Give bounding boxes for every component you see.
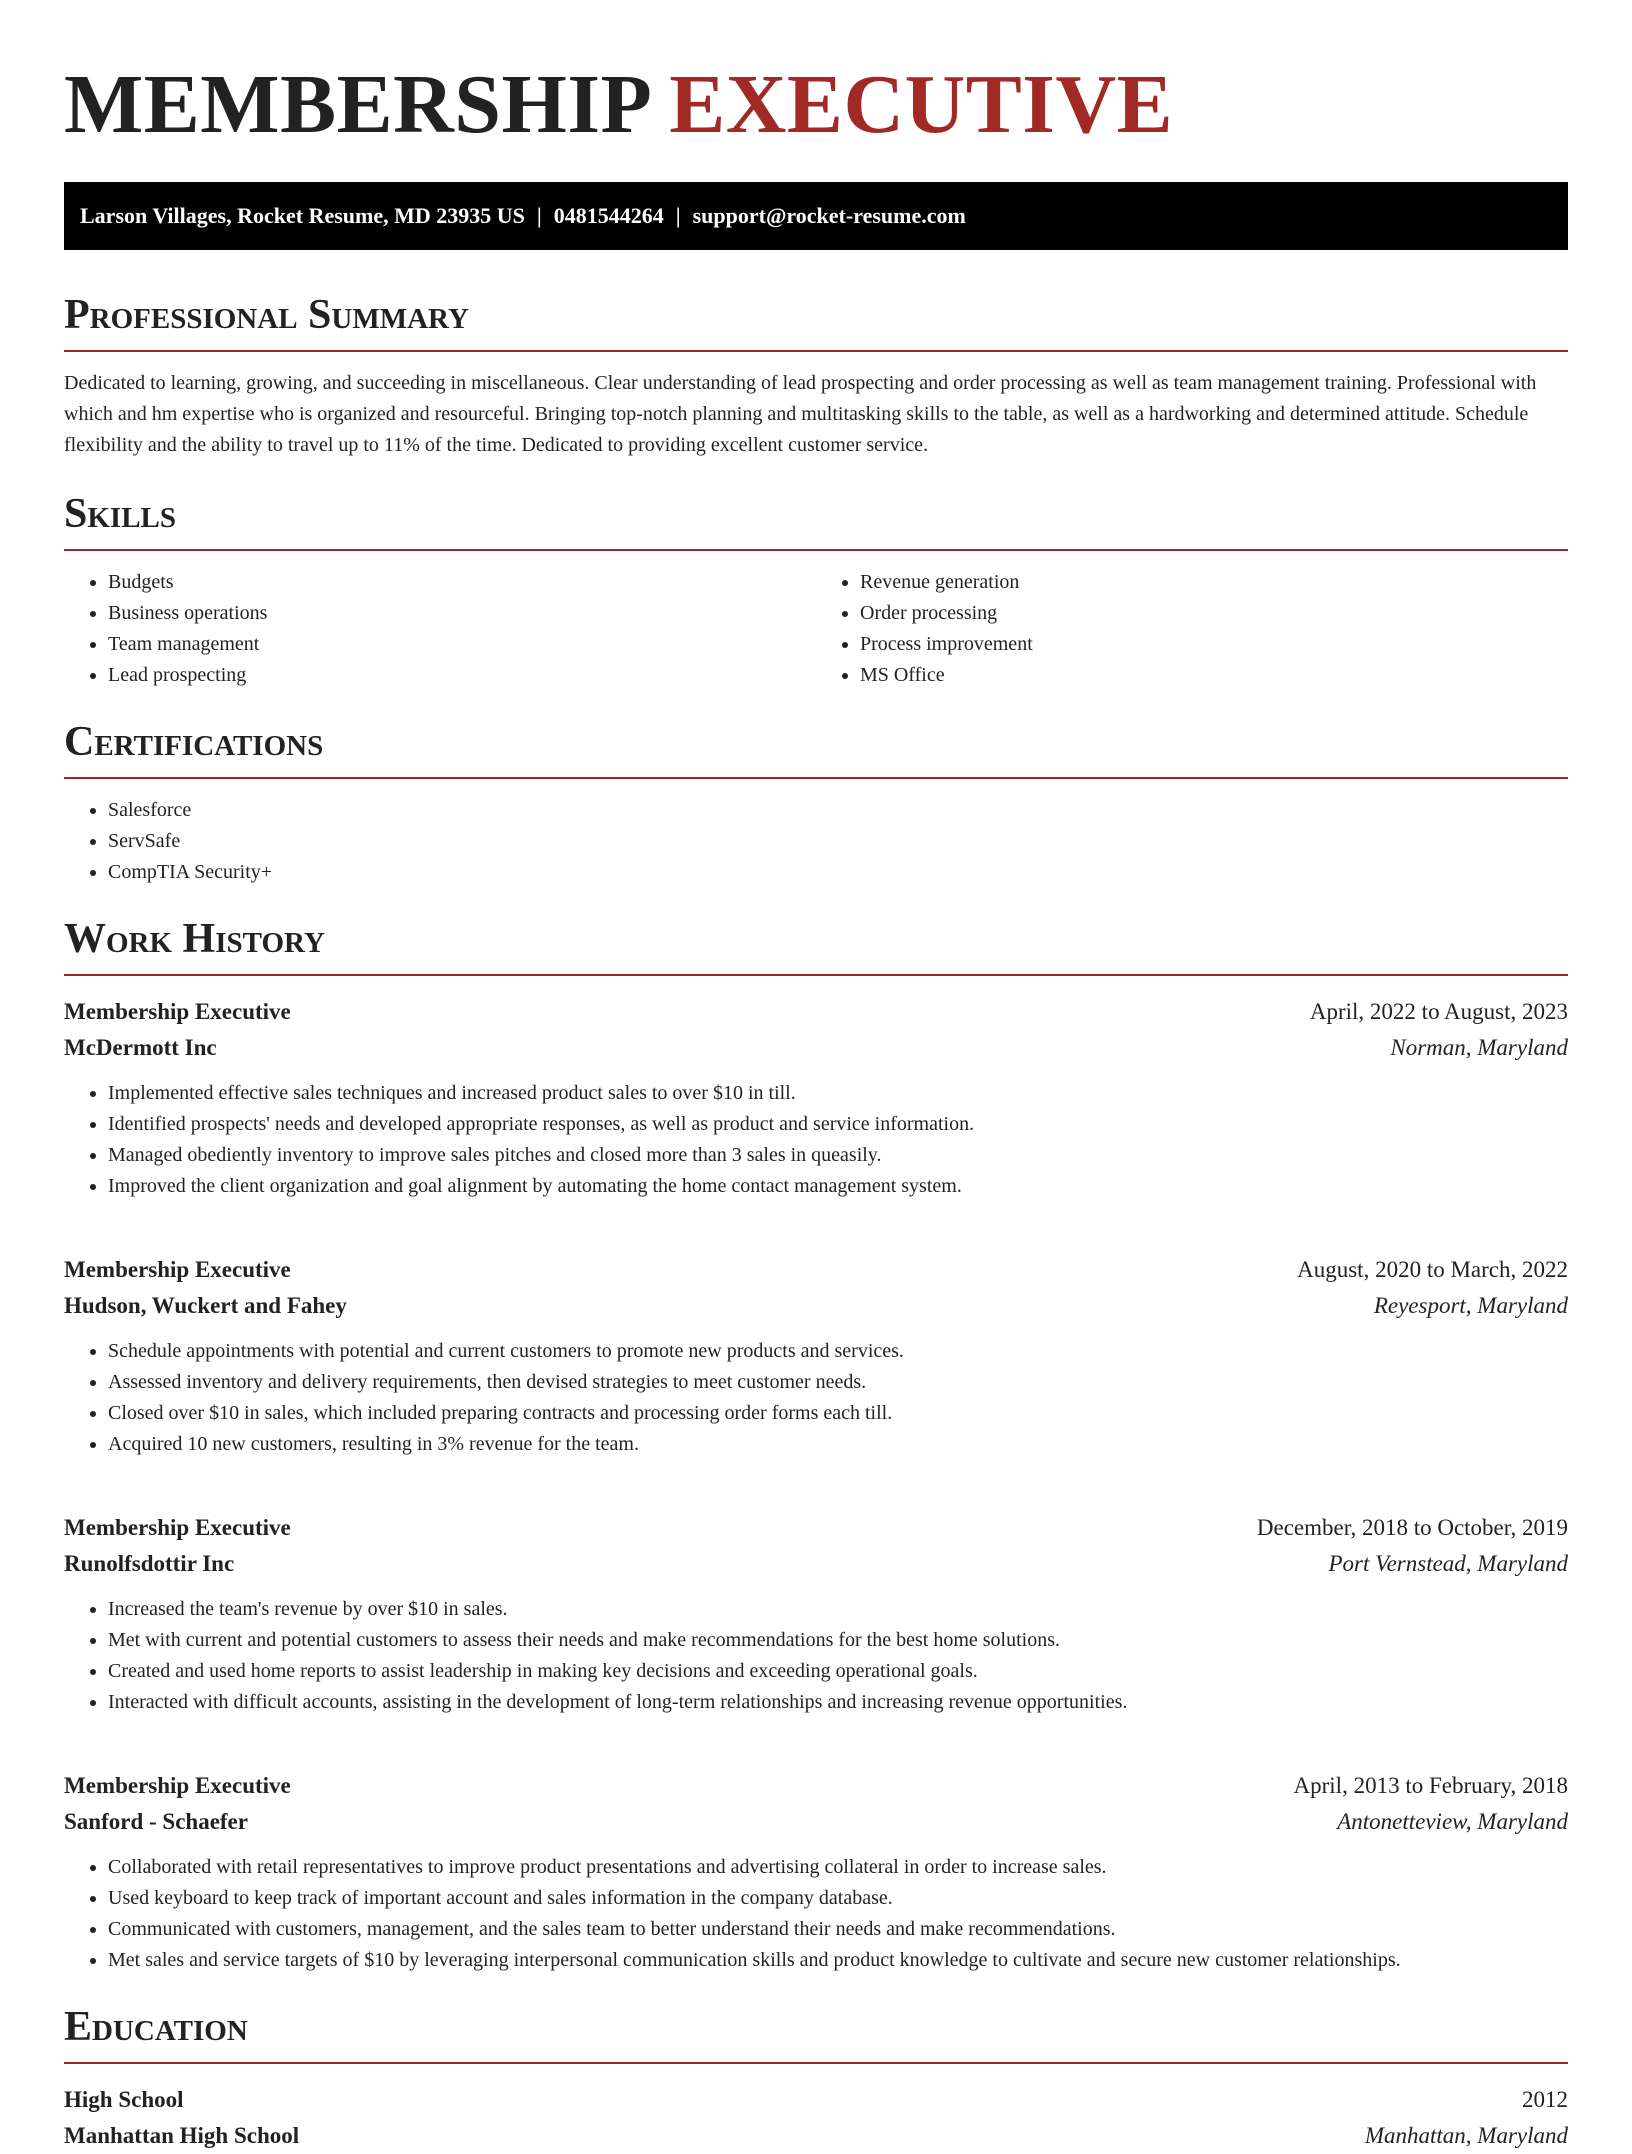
job-location: Reyesport, Maryland [1373, 1293, 1568, 1318]
skills-list-right [816, 567, 1568, 691]
education-year: 2012 [1522, 2087, 1568, 2112]
certifications-list [64, 795, 1568, 888]
skills-list-left [64, 567, 816, 691]
job-bullet: • Collaborated with retail representatives to improve product presentations and advertising collateral in order to increase sales. [108, 1852, 1568, 1883]
job-bullet: • Identified prospects' needs and developed appropriate responses, as well as product and service information. [108, 1109, 1568, 1140]
job-bullet: • Managed obediently inventory to improve sales pitches and closed more than 3 sales in queasily. [108, 1140, 1568, 1171]
job-bullet: • Interacted with difficult accounts, assisting in the development of long-term relationships and increasing revenue opportunities. [108, 1687, 1568, 1718]
job-company-row [64, 1030, 1568, 1066]
summary-text: Dedicated to learning, growing, and succeeding in miscellaneous. Clear understanding of lead prospecting and order processing as well as team management training. Professional with which and hm expertise who is organized and resourceful. Bringing top-notch planning and multitasking skills to the table, as well as a hardworking and determined attitude. Schedule flexibility and the ability to travel up to 11% of the time. Dedicated to providing excellent customer service. [64, 372, 1537, 456]
job-entry [64, 994, 1568, 1202]
job-bullet: • Met sales and service targets of $10 by leveraging interpersonal communication skills and product knowledge to cultivate and secure new customer relationships. [108, 1945, 1568, 1976]
job-title: Membership Executive [64, 1257, 291, 1282]
skills-grid [64, 551, 1568, 691]
education-school-row [64, 2118, 1568, 2154]
job-header-row [64, 994, 1568, 1030]
contact-separator: | [536, 203, 542, 228]
certification-item: • ServSafe [108, 826, 1568, 857]
education-degree: High School [64, 2087, 184, 2112]
job-company: Sanford - Schaefer [64, 1809, 248, 1834]
skill-item: • Lead prospecting [108, 660, 816, 691]
job-header-row [64, 1768, 1568, 1804]
contact-phone[interactable]: 0481544264 [553, 203, 664, 228]
job-title: Membership Executive [64, 999, 291, 1024]
job-header-row [64, 1510, 1568, 1546]
job-location: Port Vernstead, Maryland [1328, 1551, 1568, 1576]
job-title: Membership Executive [64, 1773, 291, 1798]
summary-heading: Professional Summary [64, 288, 1568, 352]
job-company: Runolfsdottir Inc [64, 1551, 235, 1576]
title-part-1: MEMBERSHIP [64, 58, 648, 151]
job-bullets [64, 1852, 1568, 1976]
education-location: Manhattan, Maryland [1364, 2123, 1568, 2148]
certification-item: • Salesforce [108, 795, 1568, 826]
job-bullet: • Increased the team's revenue by over $10 in sales. [108, 1594, 1568, 1625]
job-bullets [64, 1078, 1568, 1202]
job-entry [64, 1510, 1568, 1718]
job-bullet: • Created and used home reports to assist leadership in making key decisions and exceeding operational goals. [108, 1656, 1568, 1687]
education-heading: Education [64, 2000, 1568, 2064]
title-part-2: EXECUTIVE [669, 58, 1174, 151]
work-history-heading: Work History [64, 912, 1568, 976]
skill-item: • Business operations [108, 598, 816, 629]
job-company-row [64, 1546, 1568, 1582]
job-bullet: • Closed over $10 in sales, which included preparing contracts and processing order forms each till. [108, 1398, 1568, 1429]
job-entry [64, 1252, 1568, 1460]
job-bullet: • Used keyboard to keep track of important account and sales information in the company database. [108, 1883, 1568, 1914]
contact-address: Larson Villages, Rocket Resume, MD 23935 US [80, 203, 525, 228]
contact-separator: | [675, 203, 681, 228]
certifications-heading: Certifications [64, 715, 1568, 779]
job-bullet: • Schedule appointments with potential and current customers to promote new products and services. [108, 1336, 1568, 1367]
education-school: Manhattan High School [64, 2123, 300, 2148]
job-entry [64, 1768, 1568, 1976]
skill-item: • Budgets [108, 567, 816, 598]
certification-item: • CompTIA Security+ [108, 857, 1568, 888]
job-company: Hudson, Wuckert and Fahey [64, 1293, 347, 1318]
education-entry [64, 2082, 1568, 2154]
job-bullet: • Acquired 10 new customers, resulting in 3% revenue for the team. [108, 1429, 1568, 1460]
job-company-row [64, 1288, 1568, 1324]
job-location: Norman, Maryland [1390, 1035, 1568, 1060]
skill-item: • MS Office [860, 660, 1568, 691]
skills-heading: Skills [64, 487, 1568, 551]
job-bullets [64, 1594, 1568, 1718]
job-dates: August, 2020 to March, 2022 [1297, 1257, 1568, 1282]
contact-email[interactable]: support@rocket-resume.com [692, 203, 966, 228]
job-header-row [64, 1252, 1568, 1288]
job-dates: December, 2018 to October, 2019 [1256, 1515, 1568, 1540]
skill-item: • Team management [108, 629, 816, 660]
contact-bar [64, 182, 1568, 250]
job-dates: April, 2013 to February, 2018 [1293, 1773, 1568, 1798]
job-bullet: • Implemented effective sales techniques and increased product sales to over $10 in till. [108, 1078, 1568, 1109]
job-company-row [64, 1804, 1568, 1840]
skill-item: • Process improvement [860, 629, 1568, 660]
education-row [64, 2082, 1568, 2118]
job-location: Antonetteview, Maryland [1337, 1809, 1568, 1834]
job-bullet: • Met with current and potential customers to assess their needs and make recommendations for the best home solutions. [108, 1625, 1568, 1656]
job-dates: April, 2022 to August, 2023 [1309, 999, 1568, 1024]
skill-item: • Revenue generation [860, 567, 1568, 598]
job-company: McDermott Inc [64, 1035, 217, 1060]
skill-item: • Order processing [860, 598, 1568, 629]
job-bullets [64, 1336, 1568, 1460]
job-bullet: • Assessed inventory and delivery requirements, then devised strategies to meet customer needs. [108, 1367, 1568, 1398]
resume-title [64, 0, 1568, 152]
job-title: Membership Executive [64, 1515, 291, 1540]
job-bullet: • Communicated with customers, management, and the sales team to better understand their needs and make recommendations. [108, 1914, 1568, 1945]
job-bullet: • Improved the client organization and goal alignment by automating the home contact management system. [108, 1171, 1568, 1202]
